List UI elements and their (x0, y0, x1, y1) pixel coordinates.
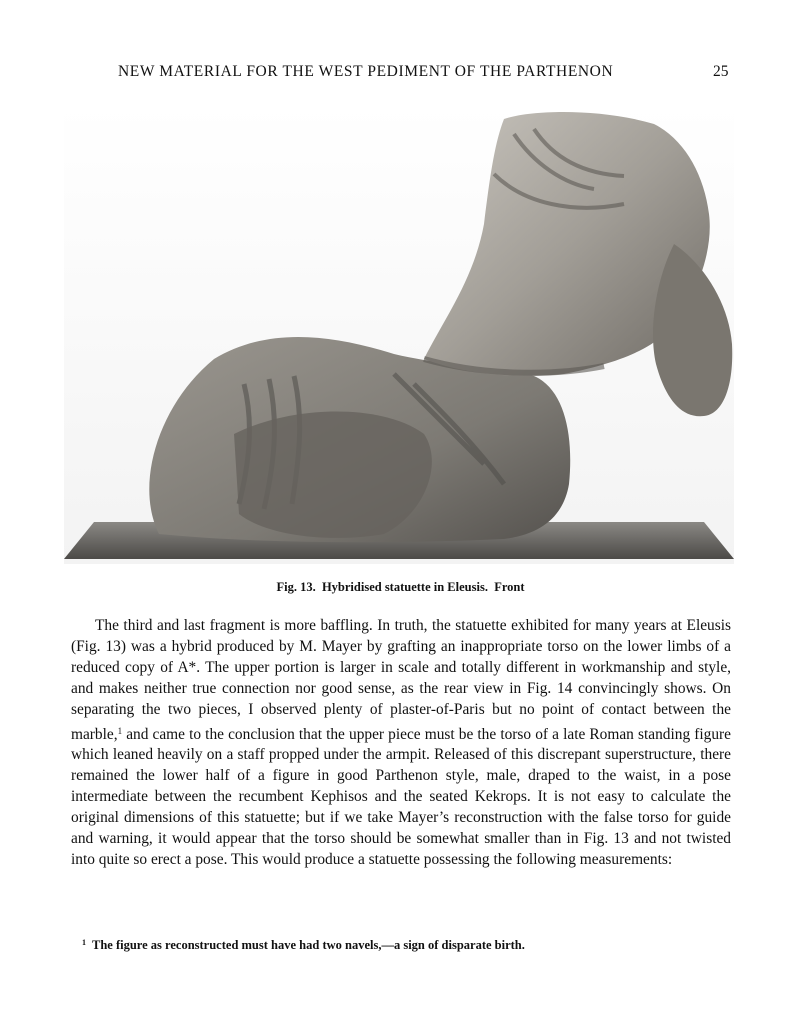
statuette-photo (64, 104, 734, 564)
footnote (82, 938, 722, 953)
figure-photograph (64, 104, 734, 564)
body-paragraph (71, 616, 731, 871)
paragraph-text-end: and came to the conclusion that the upper piece must be the torso of a late Roman standing figure which leaned heavily on a staff propped under the armpit. Released of this discrepant superstructure, there remained the lower half of a figure in good Parthenon style, male, draped to the waist, in a pose intermediate between the recumbent Kephisos and the seated Kekrops. It is not easy to calculate the original dimensions of this statuette; but if we take Mayer’s reconstruction with the false torso for guide and warning, it would appear that the torso should be somewhat smaller than in Fig. 13 and not twisted into quite so erect a pose. This would produce a statuette possessing the following measurements: (71, 725, 731, 868)
page-number: 25 (713, 63, 729, 80)
paragraph-text-start: The third and last fragment is more baffling. In truth, the statuette exhibited for many years at Eleusis (Fig. 13) was a hybrid produced by M. Mayer by grafting an inappropriate torso on the lower limbs of a reduced copy of A*. The upper portion is larger in scale and totally different in workmanship and style, and makes neither true connection nor good sense, as the rear view in Fig. 14 convincingly shows. On separating the two pieces, I observed plenty of plaster-of-Paris but no point of contact between the marble, (71, 617, 731, 743)
figure-label: Fig. 13. (276, 580, 316, 594)
footnote-text: The figure as reconstructed must have had two navels,—a sign of disparate birth. (92, 938, 525, 952)
figure-caption-text: Hybridised statuette in Eleusis. (321, 580, 488, 594)
running-header: NEW MATERIAL FOR THE WEST PEDIMENT OF THE PARTHENON (118, 63, 614, 80)
statuette-knee (234, 412, 432, 538)
footnote-reference: 1 (117, 725, 123, 736)
figure-caption (0, 580, 801, 595)
footnote-marker: 1 (82, 938, 86, 947)
figure-view: Front (494, 580, 525, 594)
